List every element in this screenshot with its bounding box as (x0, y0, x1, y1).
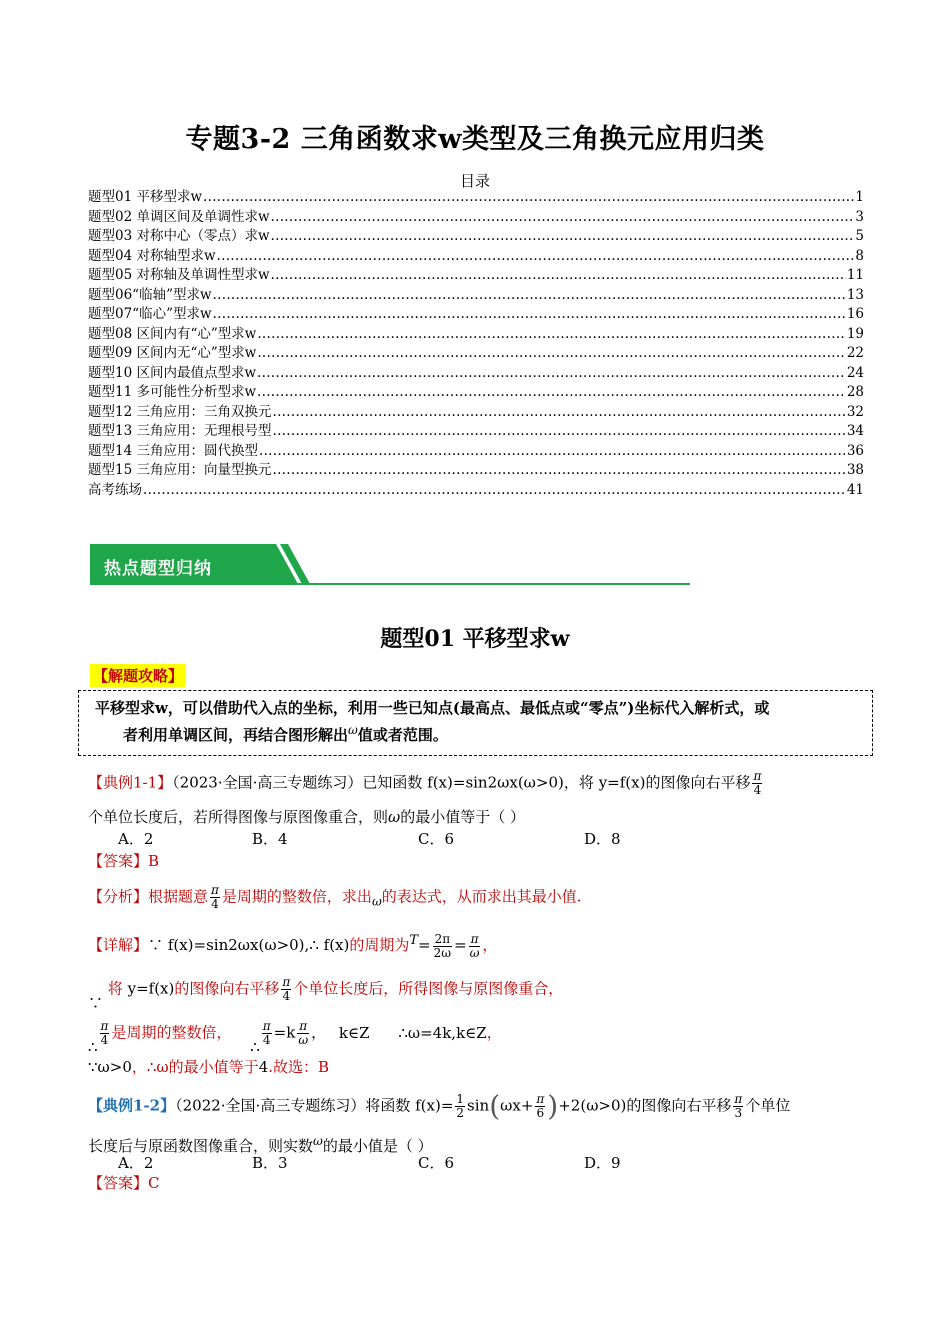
option-value: 4 (278, 830, 288, 848)
equation: ω>0 (97, 1058, 132, 1076)
example-1-1-line-2 (88, 806, 525, 828)
fraction (210, 884, 220, 911)
option-value: 2 (143, 830, 154, 848)
detail-text: 是周期的整数倍， (111, 1023, 232, 1042)
example-text: ，将 (563, 773, 594, 792)
toc-entry[interactable] (88, 286, 864, 306)
therefore-symbol: ∴ (250, 1037, 260, 1056)
omega-symbol: ω (388, 808, 401, 826)
math-function: f(x)=sin2ωx(ω>0) (167, 936, 305, 954)
toc-entry-label: 题型03 对称中心（零点）求w (88, 228, 270, 244)
strategy-line-2b: 值或者范围。 (357, 726, 448, 744)
detail-text: .故选：B (268, 1058, 330, 1076)
example-1-1-detail-2 (88, 975, 564, 1012)
denominator: 2ω (433, 945, 452, 960)
toc-entry-label: 题型08 区间内有“心”型求w (88, 325, 257, 342)
option-letter: D． (584, 1154, 612, 1172)
example-text: 的图像向右平移 (626, 1096, 732, 1115)
toc-entry-page: 28 (846, 384, 864, 400)
option-value: 8 (611, 830, 621, 848)
math-function: y=f(x) (127, 979, 175, 998)
toc-entry[interactable] (88, 481, 864, 501)
strategy-line-2 (95, 719, 864, 746)
omega-symbol: ω (371, 894, 382, 909)
detail-text: ∵ (148, 936, 164, 954)
numerator: 1 (456, 1092, 465, 1106)
strategy-box (78, 690, 873, 756)
toc-leader-dots (272, 461, 845, 481)
math-function: f(x)= (415, 1096, 454, 1115)
fraction (455, 1093, 465, 1120)
banner-text: 热点题型归纳 (104, 559, 212, 579)
math-symbol: T (409, 933, 419, 948)
fraction (733, 1093, 743, 1120)
option-c (418, 828, 454, 849)
equation: ∴ω=4k,k∈Z (398, 1023, 487, 1042)
toc-entry-page: 24 (846, 364, 864, 381)
analysis-text: 的表达式，从而求出其最小值. (381, 887, 582, 906)
toc-leader-dots (257, 325, 845, 345)
table-of-contents (88, 188, 864, 500)
example-1-1-answer (88, 850, 159, 872)
option-b (252, 828, 288, 849)
math-function: f(x) (323, 936, 350, 954)
toc-leader-dots (203, 188, 854, 208)
toc-entry-label: 题型12 三角应用：三角双换元 (88, 403, 272, 420)
option-letter: B． (252, 1154, 279, 1172)
denominator: ω (469, 945, 480, 960)
detail-text: ，∴ω (131, 1058, 169, 1076)
detail-text: 的图像向右平移 (174, 979, 280, 998)
toc-entry-page: 1 (855, 189, 864, 205)
example-text: 个单位长度后，若所得图像与原图像重合，则 (88, 808, 389, 826)
option-letter: A． (118, 830, 144, 848)
option-a (118, 1152, 153, 1173)
numerator: π (470, 931, 479, 946)
denominator: 6 (536, 1106, 545, 1120)
toc-entry-label: 题型14 三角应用：圆代换型 (88, 442, 258, 459)
toc-entry[interactable] (88, 442, 864, 462)
detail-text: 个单位长度后，所得图像与原图像重合， (293, 979, 564, 998)
toc-leader-dots (213, 286, 846, 306)
toc-entry-page: 13 (846, 286, 864, 303)
equation: +2(ω>0) (558, 1096, 627, 1115)
denominator: 2 (456, 1106, 465, 1120)
numerator: π (299, 1019, 308, 1033)
example-1-2-line-1: 【典例1-2】（2022·全国·高三专题练习）将函数 f(x)= $\frac{1}{2}$ sin(ωx+ $\frac{\pi}{6}$ )+2(ω>0)的图像向右平移 $\frac{\pi}{3}$ 个单位 (88, 1089, 791, 1123)
toc-entry-page: 22 (846, 345, 864, 361)
detail-text: ， (482, 936, 498, 954)
analysis-text: 是周期的整数倍，求出 (221, 887, 372, 906)
numerator: π (100, 1019, 109, 1033)
toc-entry[interactable] (88, 227, 864, 247)
option-d (584, 828, 621, 849)
denominator: 4 (262, 1033, 271, 1047)
toc-entry-page: 36 (846, 442, 864, 459)
fraction (469, 933, 481, 960)
toc-leader-dots (259, 442, 846, 462)
option-letter: C． (418, 830, 445, 848)
toc-entry-page: 16 (846, 306, 864, 322)
option-a (118, 828, 153, 849)
fraction (433, 933, 452, 960)
example-text: 的图像向右平移 (645, 773, 751, 792)
denominator: 4 (211, 897, 219, 911)
sin-label: sin (467, 1096, 490, 1115)
strategy-tag: 【解题攻略】 (90, 664, 186, 687)
strategy-line-1: 平移型求w，可以借助代入点的坐标，利用一些已知点(最高点、最低点或“零点”)坐标代入解析式，或 (95, 699, 770, 717)
toc-leader-dots (271, 227, 855, 247)
toc-entry-label: 题型05 对称轴及单调性型求w (88, 267, 270, 283)
analysis-text: 根据题意 (148, 887, 209, 906)
numerator: π (753, 769, 762, 783)
numerator: π (262, 1019, 271, 1033)
numerator: π (536, 1092, 545, 1106)
toc-entry[interactable] (88, 325, 864, 345)
fraction (281, 976, 291, 1003)
equation: k∈Z (338, 1023, 370, 1042)
example-1-1-detail-4 (88, 1056, 329, 1078)
math-function: y=f(x) (598, 773, 646, 792)
equals-sign: = (418, 936, 431, 954)
fraction (100, 1020, 110, 1047)
detail-value: 4 (258, 1058, 269, 1076)
toc-entry-page: 3 (855, 208, 864, 225)
omega-symbol: ω (313, 1134, 323, 1148)
toc-entry[interactable] (88, 383, 864, 403)
toc-entry[interactable] (88, 461, 864, 481)
toc-leader-dots (257, 383, 846, 403)
numerator: π (734, 1092, 743, 1106)
toc-leader-dots (271, 208, 855, 228)
option-letter: B． (252, 830, 279, 848)
denominator: ω (298, 1033, 309, 1047)
fraction (262, 1020, 272, 1047)
toc-leader-dots (217, 247, 855, 267)
example-1-1-detail-3: ∴ $\frac{\pi}{4}$ 是周期的整数倍， ∴ $\frac{\pi}{4}$ =k $\frac{\pi}{\omega}$ ， k∈Z ∴ω=4k,k∈Z， (88, 1019, 502, 1056)
toc-entry-page: 32 (846, 403, 864, 420)
toc-entry[interactable] (88, 188, 864, 208)
denominator: 3 (734, 1106, 743, 1120)
example-text: 个单位 (745, 1096, 791, 1115)
fraction (535, 1093, 545, 1120)
toc-leader-dots (143, 481, 846, 501)
detail-text: 的最小值等于 (168, 1058, 259, 1076)
denominator: 4 (100, 1033, 109, 1047)
hot-topics-banner (90, 542, 690, 587)
equation: ωx+ (500, 1096, 534, 1115)
equation: =k (273, 1023, 296, 1042)
toc-entry-page: 38 (846, 462, 864, 478)
toc-entry-page: 8 (855, 247, 864, 264)
option-letter: A． (118, 1154, 144, 1172)
example-1-1-analysis (88, 884, 582, 913)
toc-entry-label: 题型01 平移型求w (88, 189, 203, 205)
toc-entry-page: 11 (846, 267, 864, 283)
denominator: 4 (753, 783, 762, 797)
numerator: π (211, 883, 219, 897)
because-symbol: ∵ (88, 993, 104, 1012)
toc-entry-label: 题型02 单调区间及单调性求w (88, 208, 270, 225)
omega-symbol: ω (348, 723, 358, 737)
detail-text: 将 (107, 979, 123, 998)
answer-value: B (148, 852, 160, 870)
example-source: （2022·全国·高三专题练习）将函数 (175, 1096, 411, 1115)
toc-entry-page: 19 (846, 325, 864, 342)
strategy-line-2a: 者利用单调区间，再结合图形解出 (123, 726, 349, 744)
answer-tag: 【答案】 (88, 852, 149, 870)
therefore-symbol: ∴ (88, 1037, 98, 1056)
strategy-text (95, 697, 864, 746)
option-value: 3 (278, 1154, 288, 1172)
option-value: 6 (444, 830, 455, 848)
detail-text: ,∴ (304, 936, 319, 954)
example-text: 长度后与原函数图像重合，则实数 (88, 1137, 314, 1155)
because-symbol: ∵ (88, 1058, 98, 1076)
section-title: 题型01 平移型求w (380, 626, 570, 652)
toc-entry-label: 高考练场 (88, 481, 142, 498)
option-value: 6 (444, 1154, 455, 1172)
toc-heading: 目录 (459, 172, 490, 190)
toc-entry[interactable] (88, 247, 864, 267)
toc-entry-page: 5 (855, 228, 864, 244)
document-title: 专题3-2 三角函数求w类型及三角换元应用归类 (185, 124, 765, 155)
fraction (297, 1020, 309, 1047)
toc-entry-label: 题型13 三角应用：无理根号型 (88, 423, 272, 439)
toc-entry-label: 题型15 三角应用：向量型换元 (88, 462, 272, 478)
toc-entry-page: 34 (846, 423, 864, 439)
numerator: 2π (434, 931, 451, 946)
example-tag: 【典例1-2】 (88, 1096, 176, 1115)
toc-leader-dots (272, 422, 845, 442)
example-text: 的最小值是（ ） (322, 1137, 433, 1155)
detail-tag: 【详解】 (88, 936, 149, 954)
toc-entry-label: 题型07“临心”型求w (88, 306, 212, 322)
toc-entry-label: 题型06“临轴”型求w (88, 286, 212, 303)
toc-entry-label: 题型11 多可能性分析型求w (88, 384, 257, 400)
toc-leader-dots (213, 305, 846, 325)
denominator: 4 (282, 989, 291, 1003)
toc-entry[interactable] (88, 305, 864, 325)
option-value: 2 (143, 1154, 154, 1172)
example-1-2-answer (88, 1172, 160, 1194)
toc-leader-dots (257, 344, 845, 364)
toc-entry-label: 题型10 区间内最值点型求w (88, 364, 257, 381)
toc-leader-dots (272, 403, 845, 423)
option-b (252, 1152, 288, 1173)
analysis-tag: 【分析】 (88, 887, 149, 906)
example-text: 的最小值等于（ ） (400, 808, 526, 826)
option-value: 9 (611, 1154, 621, 1172)
example-1-1-line-1 (88, 770, 764, 797)
detail-text: 的周期为 (349, 936, 410, 954)
answer-tag: 【答案】 (88, 1174, 149, 1192)
toc-entry-label: 题型04 对称轴型求w (88, 247, 216, 264)
math-function: f(x)=sin2ωx(ω>0) (427, 773, 564, 792)
numerator: π (282, 975, 291, 989)
toc-entry[interactable] (88, 364, 864, 384)
example-tag: 【典例1-1】 (88, 773, 173, 792)
toc-entry-page: 41 (846, 481, 864, 498)
option-c (418, 1152, 454, 1173)
answer-value: C (148, 1174, 160, 1192)
example-source: （2023·全国·高三专题练习）已知函数 (172, 773, 423, 792)
equals-sign: = (454, 936, 467, 954)
toc-entry[interactable] (88, 403, 864, 423)
example-1-1-detail-1 (88, 930, 497, 960)
fraction (752, 770, 762, 797)
toc-entry[interactable] (88, 266, 864, 286)
option-d (584, 1152, 621, 1173)
toc-entry[interactable] (88, 208, 864, 228)
toc-leader-dots (271, 266, 846, 286)
toc-entry[interactable] (88, 344, 864, 364)
toc-entry-label: 题型09 区间内无“心”型求w (88, 345, 257, 361)
option-letter: D． (584, 830, 612, 848)
toc-entry[interactable] (88, 422, 864, 442)
option-letter: C． (418, 1154, 445, 1172)
toc-leader-dots (257, 364, 846, 384)
